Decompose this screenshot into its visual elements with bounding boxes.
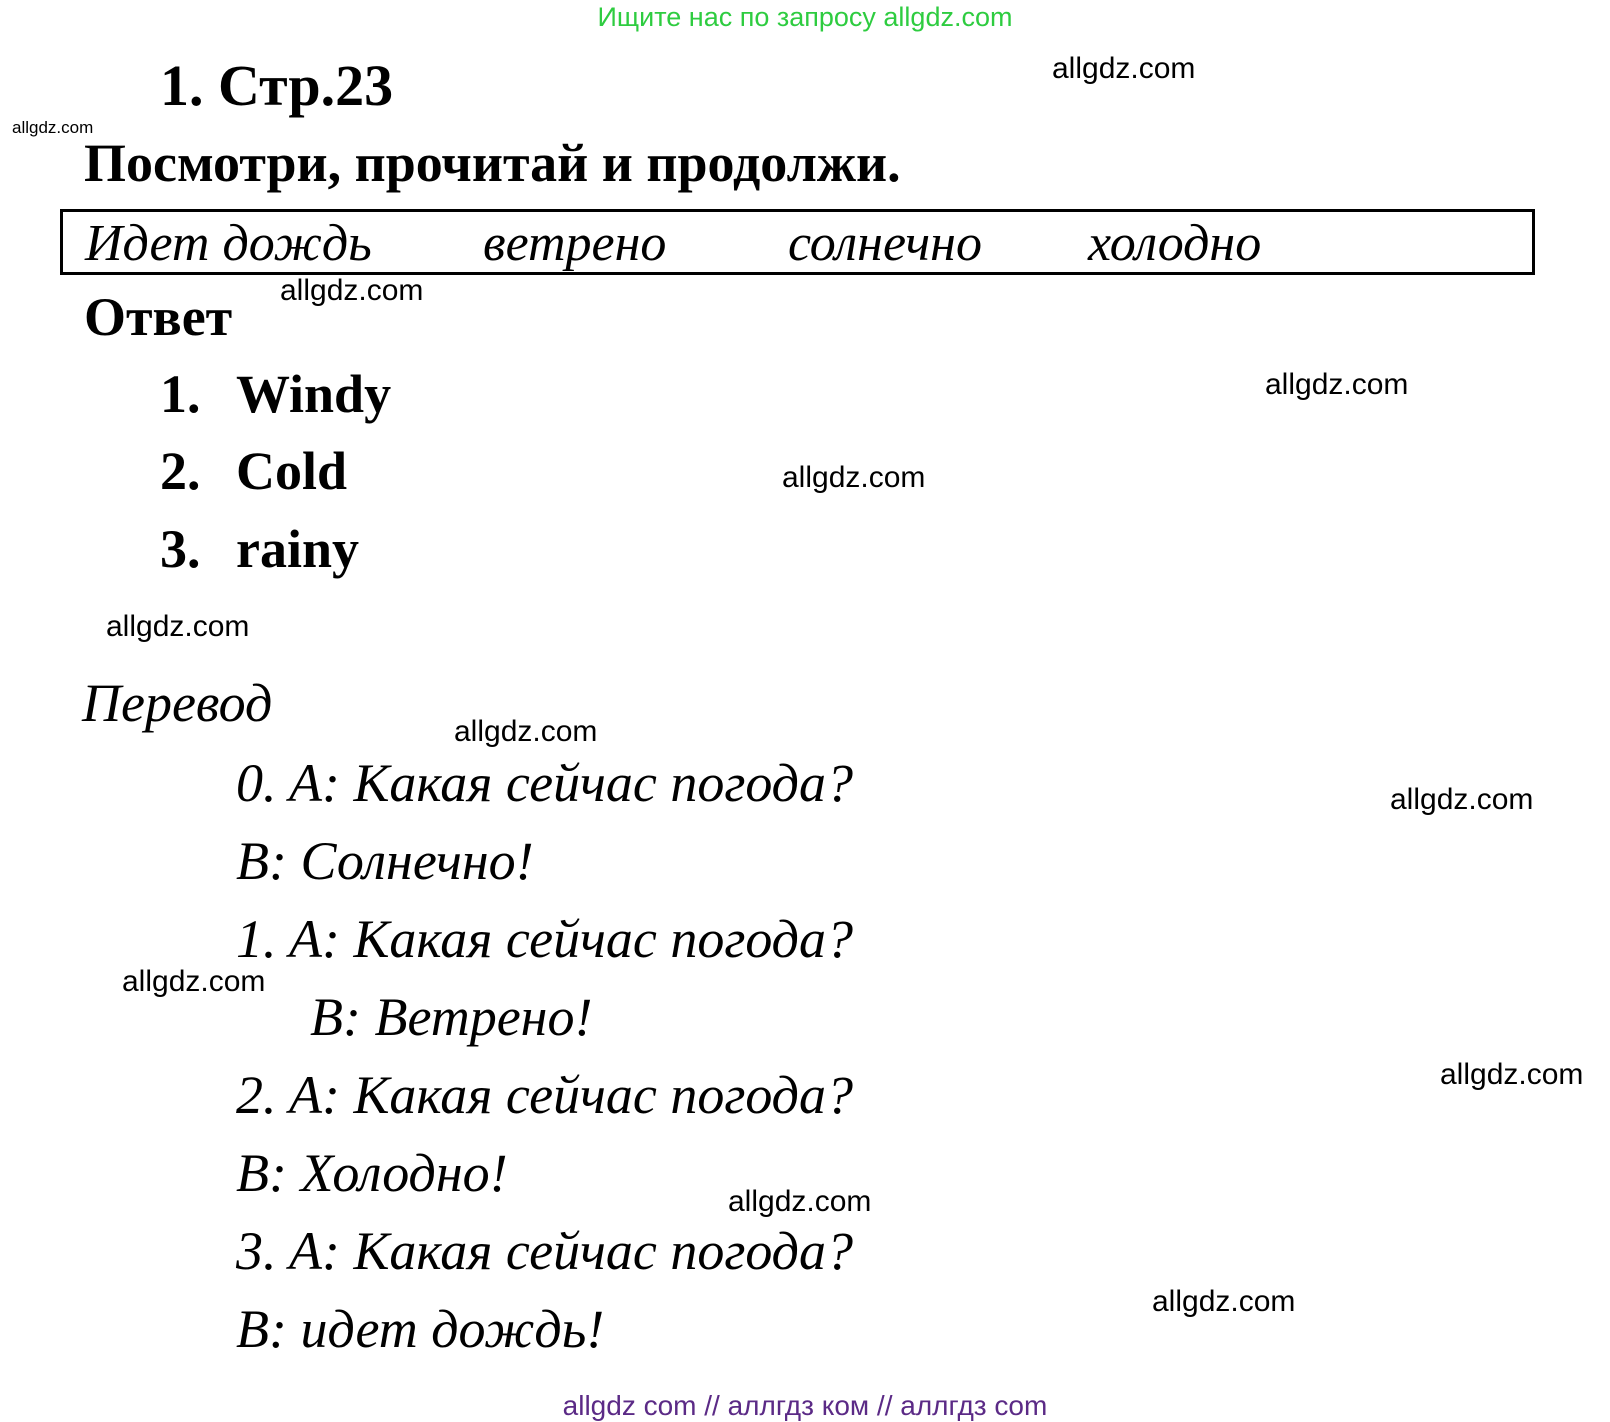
watermark: allgdz.com xyxy=(728,1185,872,1218)
word-box-item: ветрено xyxy=(483,215,667,272)
translation-line: 2. A: Какая сейчас погода? xyxy=(236,1065,853,1125)
translation-line: 1. A: Какая сейчас погода? xyxy=(236,909,853,969)
translation-line: 0. A: Какая сейчас погода? xyxy=(236,753,853,813)
word-box-item: Идет дождь xyxy=(85,215,372,272)
word-box xyxy=(60,209,1535,275)
answer-number: 3. xyxy=(160,519,201,579)
watermark: allgdz.com xyxy=(106,610,250,643)
watermark: allgdz.com xyxy=(1152,1285,1296,1318)
top-banner: Ищите нас по запросу allgdz.com xyxy=(597,2,1013,32)
translation-line: B: Солнечно! xyxy=(236,831,534,891)
watermark: allgdz.com xyxy=(454,715,598,748)
translation-line: B: Ветрено! xyxy=(310,987,593,1047)
answer-word: Windy xyxy=(236,364,392,424)
translation-heading: Перевод xyxy=(82,673,273,733)
answer-number: 2. xyxy=(160,441,201,501)
translation-line: 3. A: Какая сейчас погода? xyxy=(236,1221,853,1281)
watermark: allgdz.com xyxy=(122,965,266,998)
word-box-item: холодно xyxy=(1088,215,1262,272)
watermark: allgdz.com xyxy=(12,118,94,137)
translation-line: B: Холодно! xyxy=(236,1143,508,1203)
answer-heading: Ответ xyxy=(84,287,233,347)
watermark: allgdz.com xyxy=(1390,783,1534,816)
task-number: 1. Стр.23 xyxy=(160,53,394,118)
watermark: allgdz.com xyxy=(782,461,926,494)
answer-number: 1. xyxy=(160,364,201,424)
watermark: allgdz.com xyxy=(280,274,424,307)
footer: allgdz com // аллгдз ком // аллгдз com xyxy=(562,1390,1048,1421)
translation-line: B: идет дождь! xyxy=(236,1299,605,1359)
watermark: allgdz.com xyxy=(1265,368,1409,401)
watermark: allgdz.com xyxy=(1440,1058,1584,1091)
answer-word: rainy xyxy=(236,519,360,579)
answer-word: Cold xyxy=(236,441,348,501)
word-box-item: солнечно xyxy=(788,215,982,272)
task-instruction: Посмотри, прочитай и продолжи. xyxy=(84,133,901,193)
watermark: allgdz.com xyxy=(1052,52,1196,85)
